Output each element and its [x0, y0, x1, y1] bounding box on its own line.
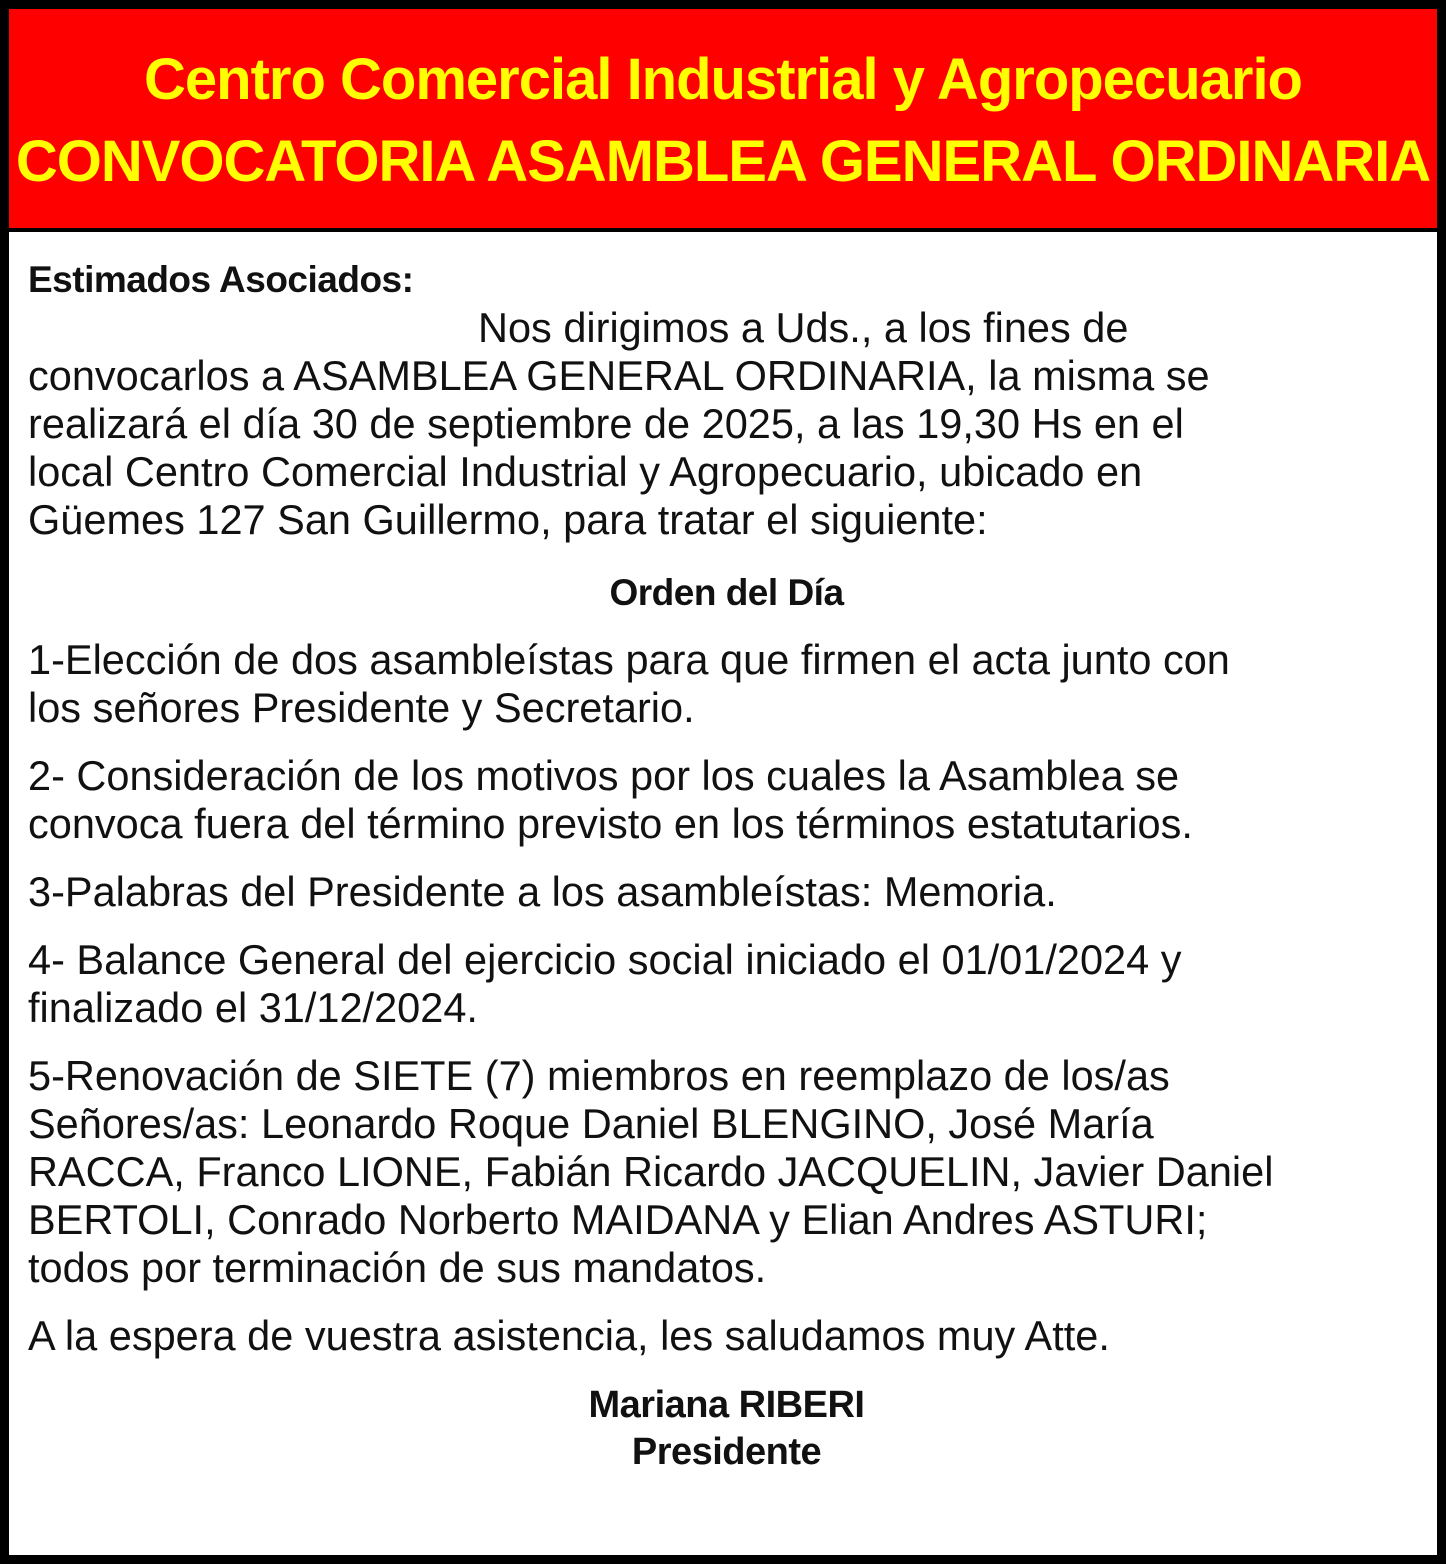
agenda-item-line: todos por terminación de sus mandatos. [28, 1244, 767, 1291]
organization-name: Centro Comercial Industrial y Agropecuario [144, 47, 1302, 112]
agenda-item-3 [28, 868, 1425, 916]
agenda-item-5 [28, 1052, 1425, 1292]
signature-block [28, 1382, 1425, 1476]
agenda-item-line: los señores Presidente y Secretario. [28, 684, 695, 731]
intro-line: Güemes 127 San Guillermo, para tratar el siguiente: [28, 496, 988, 543]
intro-line: Nos dirigimos a Uds., a los fines de [478, 304, 1129, 351]
notice-title: CONVOCATORIA ASAMBLEA GENERAL ORDINARIA [15, 129, 1431, 194]
agenda-item-line: 5-Renovación de SIETE (7) miembros en reemplazo de los/as [28, 1052, 1170, 1099]
agenda-item-1 [28, 636, 1425, 732]
intro-line: realizará el día 30 de septiembre de 2025, a las 19,30 Hs en el [28, 400, 1184, 447]
agenda-title: Orden del Día [609, 572, 844, 613]
intro-line: convocarlos a ASAMBLEA GENERAL ORDINARIA, la misma se [28, 352, 1210, 399]
agenda-item-line: RACCA, Franco LIONE, Fabián Ricardo JACQUELIN, Javier Daniel [28, 1148, 1274, 1195]
signatory-role: Presidente [631, 1431, 822, 1473]
agenda-item-line: 1-Elección de dos asambleístas para que firmen el acta junto con [28, 636, 1230, 683]
agenda-item-line: Señores/as: Leonardo Roque Daniel BLENGINO, José María [28, 1100, 1154, 1147]
greeting: Estimados Asociados: [28, 259, 414, 300]
signatory-name: Mariana RIBERI [588, 1384, 865, 1426]
intro-line: local Centro Comercial Industrial y Agropecuario, ubicado en [28, 448, 1143, 495]
agenda-item-line: convoca fuera del término previsto en los términos estatutarios. [28, 800, 1193, 847]
closing-line: A la espera de vuestra asistencia, les saludamos muy Atte. [28, 1312, 1110, 1359]
agenda-item-2 [28, 752, 1425, 848]
agenda-item-4 [28, 936, 1425, 1032]
notice-body [28, 246, 1425, 1476]
agenda-item-line: BERTOLI, Conrado Norberto MAIDANA y Elian Andres ASTURI; [28, 1196, 1208, 1243]
notice-header [9, 9, 1437, 232]
agenda-item-line: 4- Balance General del ejercicio social iniciado el 01/01/2024 y [28, 936, 1182, 983]
agenda-item-line: 3-Palabras del Presidente a los asambleístas: Memoria. [28, 868, 1057, 915]
agenda-item-line: finalizado el 31/12/2024. [28, 984, 478, 1031]
intro-paragraph [28, 304, 1425, 544]
agenda-item-line: 2- Consideración de los motivos por los cuales la Asamblea se [28, 752, 1180, 799]
